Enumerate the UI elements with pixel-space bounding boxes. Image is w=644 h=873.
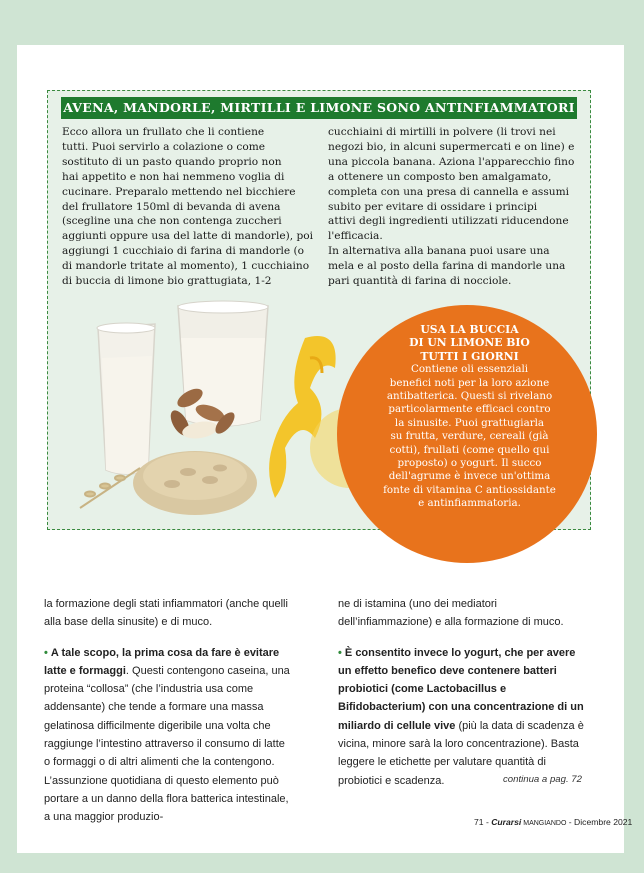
bold-lead: A tale scopo, la prima cosa da fare è evitare latte e formaggi bbox=[44, 646, 280, 677]
text-line: Ecco allora un frullato che li contiene bbox=[62, 126, 265, 138]
continued-note: continua a pag. 72 bbox=[503, 774, 582, 785]
recipe-column-left bbox=[62, 125, 322, 289]
text-line: negozi bio, in alcuni supermercati e on line) e bbox=[328, 140, 575, 153]
bullet-icon: • bbox=[44, 646, 48, 659]
text-line: cucinare. Preparalo mettendo nel bicchiere bbox=[62, 185, 296, 198]
callout-line: antibatterica. Questi si rivelano bbox=[386, 390, 553, 403]
text-line: cucchiaini di mirtilli in polvere (li trovi nei bbox=[328, 126, 556, 138]
text-line: completa con una presa di cannella e assumi bbox=[328, 185, 570, 198]
text-line: di buccia di limone bio grattugiata, 1-2 bbox=[62, 275, 272, 288]
text-line: pari quantità di farina di nocciole. bbox=[328, 275, 512, 288]
bold-lead: È consentito invece lo yogurt, che per avere un effetto benefico deve contenere batteri probiotici (come Lactobacillus e Bifidobacterium) con una concentrazione di un miliardo di cellule vive bbox=[338, 646, 584, 732]
callout-line: su frutta, verdure, cereali (già bbox=[390, 430, 549, 443]
text-line: attivi degli ingredienti utilizzati riducendone bbox=[328, 215, 569, 228]
text-line: subito per evitare di ossidare i principi bbox=[328, 200, 538, 213]
callout-line: dell'agrume è invece un'ottima bbox=[388, 470, 551, 483]
callout-title: USA LA BUCCIA bbox=[420, 323, 519, 336]
callout-title: DI UN LIMONE BIO bbox=[409, 336, 530, 350]
text-line: una piccola banana. Aziona l'apparecchio fino bbox=[328, 155, 575, 168]
oat-stalks bbox=[80, 468, 140, 508]
bullet-icon: • bbox=[338, 646, 342, 659]
recipe-column-right bbox=[328, 125, 590, 289]
callout-line: cotti), frullati (come quello qui bbox=[389, 443, 550, 456]
text-line: sostituto di un pasto quando proprio non bbox=[62, 155, 282, 168]
text-line: mela e al posto della farina di mandorle una bbox=[328, 260, 566, 273]
magazine-name: Curarsi bbox=[491, 817, 522, 827]
callout-line: fonte di vitamina C antiossidante bbox=[383, 483, 556, 496]
callout-title: TUTTI I GIORNI bbox=[420, 349, 519, 363]
page-footer bbox=[474, 817, 632, 827]
callout-line: e antinfiammatoria. bbox=[418, 497, 521, 510]
magazine-subname: MANGIANDO bbox=[521, 820, 567, 827]
text-line: hai appetito e non hai nemmeno voglia di bbox=[62, 170, 285, 183]
text-line: tutti. Puoi servirlo a colazione o come bbox=[62, 140, 266, 153]
separator: - bbox=[483, 817, 492, 827]
oats-pile bbox=[133, 451, 257, 515]
box-title: AVENA, MANDORLE, MIRTILLI E LIMONE SONO ANTINFIAMMATORI bbox=[61, 97, 577, 119]
text-line: In alternativa alla banana puoi usare una bbox=[328, 245, 550, 258]
callout-line: la sinusite. Puoi grattugiarla bbox=[394, 416, 545, 429]
text-line: (scegline una che non contenga zuccheri bbox=[62, 215, 282, 228]
callout-line: proposto) o yogurt. Il succo bbox=[397, 457, 542, 470]
text-line: aggiungi 1 cucchiaio di farina di mandorle (o bbox=[62, 245, 305, 258]
article-paragraph bbox=[44, 644, 294, 827]
article-paragraph: la formazione degli stati infiammatori (anche quelli alla base della sinusite) e di muco. bbox=[44, 598, 288, 629]
text-line: l'efficacia. bbox=[328, 230, 383, 243]
article-paragraph bbox=[338, 644, 590, 790]
paragraph-rest: . Questi contengono caseina, una proteina “collosa” (che l’industria usa come addensante) che tende a formare una massa gelatinosa difficilmente digeribile una volta che raggiunge l’intestino attraverso il consumo di latte o formaggi o di altri alimenti che la contengono. L’assunzione quotidiana di questo elemento può portare a un danno della flora batterica intestinale, a una maggior produzio- bbox=[44, 664, 290, 824]
callout-line: particolarmente efficaci contro bbox=[388, 403, 551, 416]
callout-line: benefici noti per la loro azione bbox=[389, 376, 550, 389]
text-line: di mandorle tritate al momento), 1 cucchiaino bbox=[62, 260, 310, 273]
article-column-left bbox=[44, 595, 294, 839]
issue-date: - Dicembre 2021 bbox=[566, 817, 633, 827]
callout-line: Contiene oli essenziali bbox=[410, 363, 529, 376]
page-number: 71 bbox=[474, 817, 484, 827]
text-line: del frullatore 150ml di bevanda di avena bbox=[62, 200, 281, 213]
article-column-right bbox=[338, 595, 590, 802]
callout-text bbox=[382, 323, 557, 511]
text-line: a ottenere un composto ben amalgamato, bbox=[328, 170, 552, 183]
text-line: aggiunti oppure usa del latte di mandorle), poi bbox=[62, 230, 314, 243]
article-paragraph: ne di istamina (uno dei mediatori dell’infiammazione) e alla formazione di muco. bbox=[338, 598, 564, 629]
paragraph-rest: (più la data di scadenza è vicina, minore sarà la loro concentrazione). Basta leggere le etichette per valutare quantità di probiotici e scadenza. bbox=[338, 719, 584, 787]
